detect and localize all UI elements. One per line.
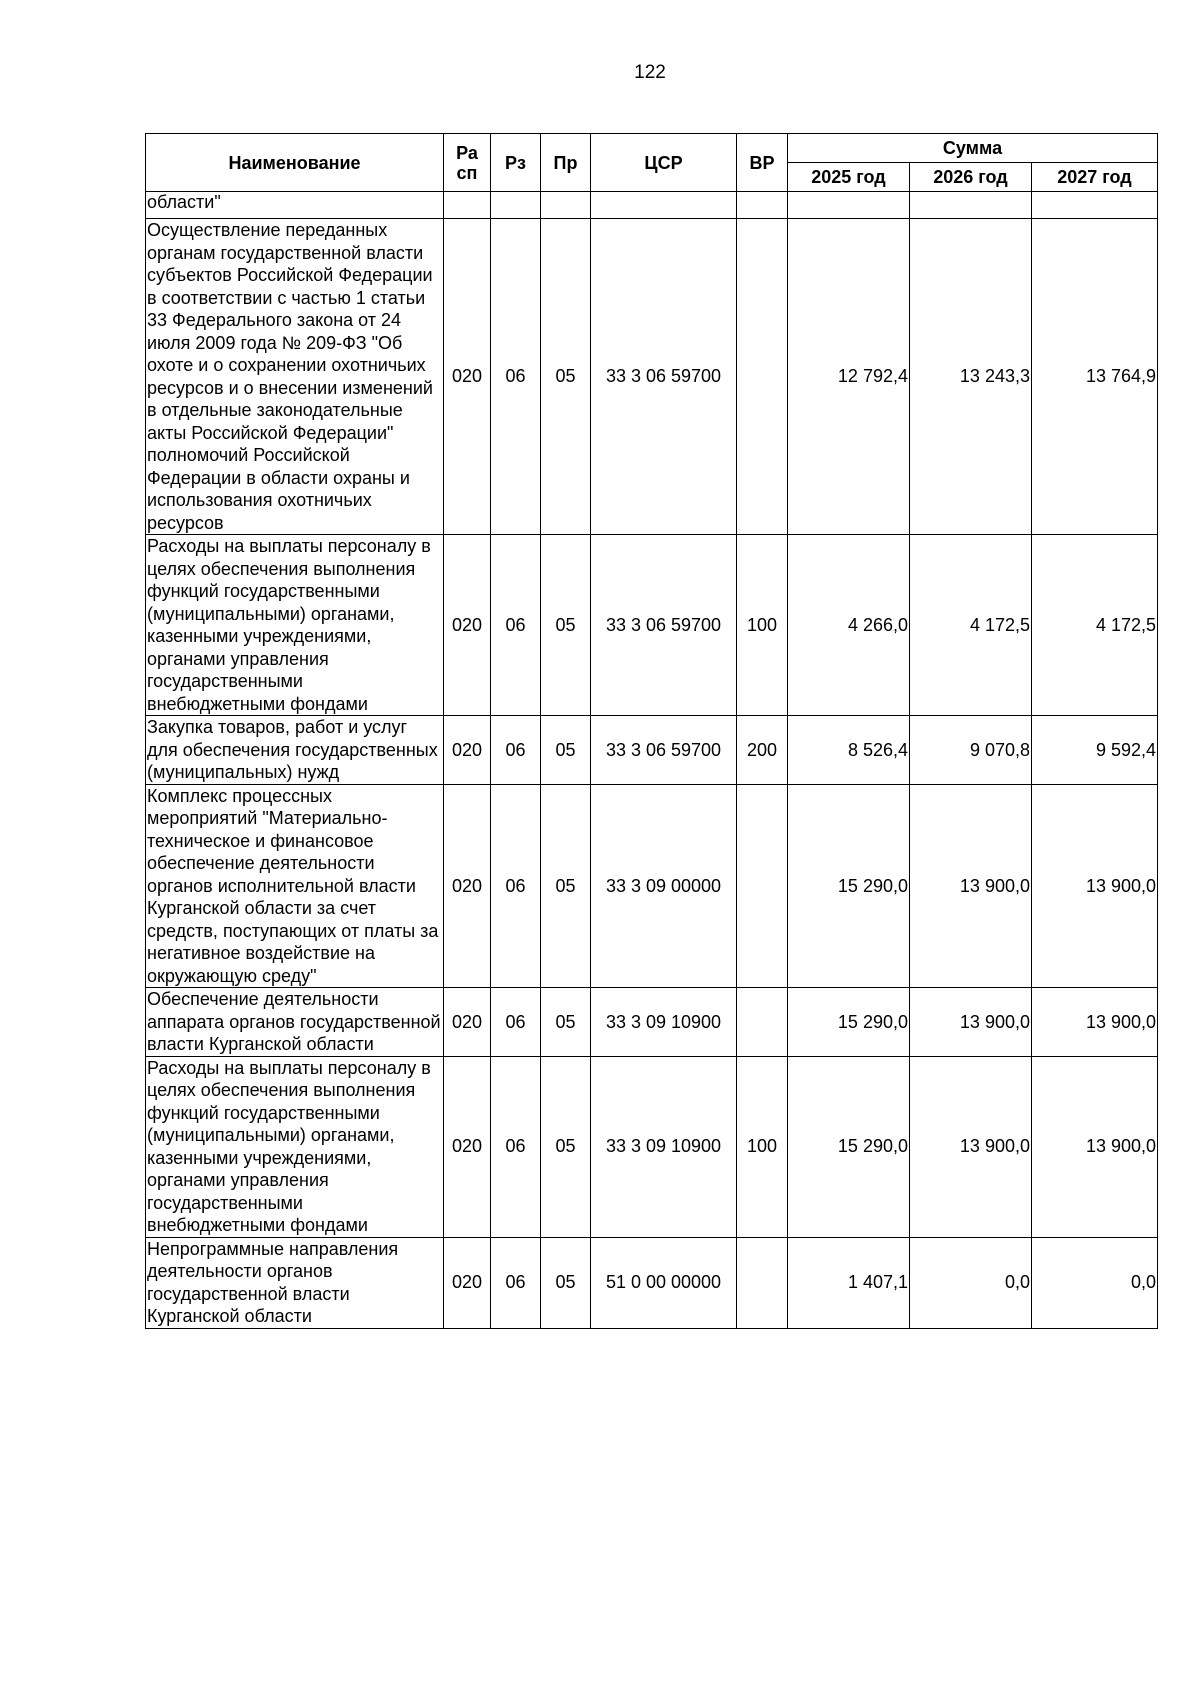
cell-vr <box>737 219 788 535</box>
cell-pr: 05 <box>541 1056 591 1237</box>
table-row <box>146 219 1158 535</box>
cell-rasp: 020 <box>444 1237 491 1328</box>
cell-2026 <box>910 192 1032 219</box>
cell-2027: 13 900,0 <box>1032 988 1158 1057</box>
header-rasp: Ра сп <box>444 134 491 192</box>
page-number: 122 <box>634 62 666 83</box>
cell-pr: 05 <box>541 988 591 1057</box>
cell-2025: 15 290,0 <box>788 784 910 988</box>
cell-2027: 4 172,5 <box>1032 535 1158 716</box>
header-csr: ЦСР <box>591 134 737 192</box>
header-name: Наименование <box>146 134 444 192</box>
cell-2027: 13 900,0 <box>1032 1056 1158 1237</box>
cell-2027 <box>1032 192 1158 219</box>
cell-2026: 13 900,0 <box>910 988 1032 1057</box>
header-pr: Пр <box>541 134 591 192</box>
cell-name: Обеспечение деятельности аппарата органов государственной власти Курганской области <box>146 988 444 1057</box>
cell-name: области" <box>146 192 444 219</box>
cell-name: Закупка товаров, работ и услуг для обеспечения государственных (муниципальных) нужд <box>146 716 444 785</box>
table-body <box>146 192 1158 1329</box>
cell-rasp: 020 <box>444 1056 491 1237</box>
cell-vr <box>737 1237 788 1328</box>
cell-2026: 0,0 <box>910 1237 1032 1328</box>
cell-pr: 05 <box>541 219 591 535</box>
cell-pr: 05 <box>541 1237 591 1328</box>
cell-2026: 13 900,0 <box>910 784 1032 988</box>
cell-2025: 15 290,0 <box>788 1056 910 1237</box>
cell-rz: 06 <box>491 716 541 785</box>
cell-csr: 33 3 09 10900 <box>591 988 737 1057</box>
cell-2025: 8 526,4 <box>788 716 910 785</box>
table-row <box>146 192 1158 219</box>
table-row <box>146 1056 1158 1237</box>
cell-2026: 4 172,5 <box>910 535 1032 716</box>
cell-rz: 06 <box>491 988 541 1057</box>
cell-csr: 33 3 09 10900 <box>591 1056 737 1237</box>
cell-pr: 05 <box>541 535 591 716</box>
cell-csr: 51 0 00 00000 <box>591 1237 737 1328</box>
cell-rasp: 020 <box>444 219 491 535</box>
cell-2025: 1 407,1 <box>788 1237 910 1328</box>
cell-pr: 05 <box>541 784 591 988</box>
cell-vr: 100 <box>737 1056 788 1237</box>
cell-csr: 33 3 06 59700 <box>591 219 737 535</box>
cell-rasp: 020 <box>444 988 491 1057</box>
cell-csr: 33 3 09 00000 <box>591 784 737 988</box>
cell-2025: 15 290,0 <box>788 988 910 1057</box>
cell-name: Расходы на выплаты персоналу в целях обеспечения выполнения функций государственными (муниципальными) органами, казенными учреждениями, органами управления государственными внебюджетными фондами <box>146 1056 444 1237</box>
cell-vr <box>737 988 788 1057</box>
cell-pr: 05 <box>541 716 591 785</box>
table-row <box>146 716 1158 785</box>
cell-2027: 9 592,4 <box>1032 716 1158 785</box>
cell-2025: 4 266,0 <box>788 535 910 716</box>
table-row <box>146 784 1158 988</box>
cell-rasp: 020 <box>444 784 491 988</box>
cell-name: Осуществление переданных органам государственной власти субъектов Российской Федерации в соответствии с частью 1 статьи 33 Федерального закона от 24 июля 2009 года № 209-ФЗ "Об охоте и о сохранении охотничьих ресурсов и о внесении изменений в отдельные законодательные акты Российской Федерации" полномочий Российской Федерации в области охраны и использования охотничьих ресурсов <box>146 219 444 535</box>
cell-vr <box>737 192 788 219</box>
header-year-2027: 2027 год <box>1032 163 1158 192</box>
cell-2025 <box>788 192 910 219</box>
cell-rz: 06 <box>491 219 541 535</box>
header-year-2025: 2025 год <box>788 163 910 192</box>
cell-name: Непрограммные направления деятельности органов государственной власти Курганской области <box>146 1237 444 1328</box>
table-row <box>146 535 1158 716</box>
cell-rz: 06 <box>491 535 541 716</box>
cell-rasp: 020 <box>444 716 491 785</box>
cell-vr: 200 <box>737 716 788 785</box>
header-vr: ВР <box>737 134 788 192</box>
header-sum: Сумма <box>788 134 1158 163</box>
cell-rz: 06 <box>491 1237 541 1328</box>
cell-csr: 33 3 06 59700 <box>591 535 737 716</box>
cell-2027: 13 764,9 <box>1032 219 1158 535</box>
cell-rz <box>491 192 541 219</box>
cell-csr: 33 3 06 59700 <box>591 716 737 785</box>
header-row-top <box>146 134 1158 163</box>
table-row <box>146 1237 1158 1328</box>
cell-rasp: 020 <box>444 535 491 716</box>
cell-name: Расходы на выплаты персоналу в целях обеспечения выполнения функций государственными (муниципальными) органами, казенными учреждениями, органами управления государственными внебюджетными фондами <box>146 535 444 716</box>
cell-pr <box>541 192 591 219</box>
table-row <box>146 988 1158 1057</box>
header-year-2026: 2026 год <box>910 163 1032 192</box>
cell-rz: 06 <box>491 784 541 988</box>
cell-vr <box>737 784 788 988</box>
cell-2026: 13 243,3 <box>910 219 1032 535</box>
budget-table <box>145 133 1158 1329</box>
cell-2027: 0,0 <box>1032 1237 1158 1328</box>
cell-csr <box>591 192 737 219</box>
cell-rasp <box>444 192 491 219</box>
cell-2026: 9 070,8 <box>910 716 1032 785</box>
cell-rz: 06 <box>491 1056 541 1237</box>
cell-2027: 13 900,0 <box>1032 784 1158 988</box>
cell-name: Комплекс процессных мероприятий "Материально-техническое и финансовое обеспечение деятельности органов исполнительной власти Курганской области за счет средств, поступающих от платы за негативное воздействие на окружающую среду" <box>146 784 444 988</box>
cell-2025: 12 792,4 <box>788 219 910 535</box>
cell-vr: 100 <box>737 535 788 716</box>
header-rz: Рз <box>491 134 541 192</box>
cell-2026: 13 900,0 <box>910 1056 1032 1237</box>
